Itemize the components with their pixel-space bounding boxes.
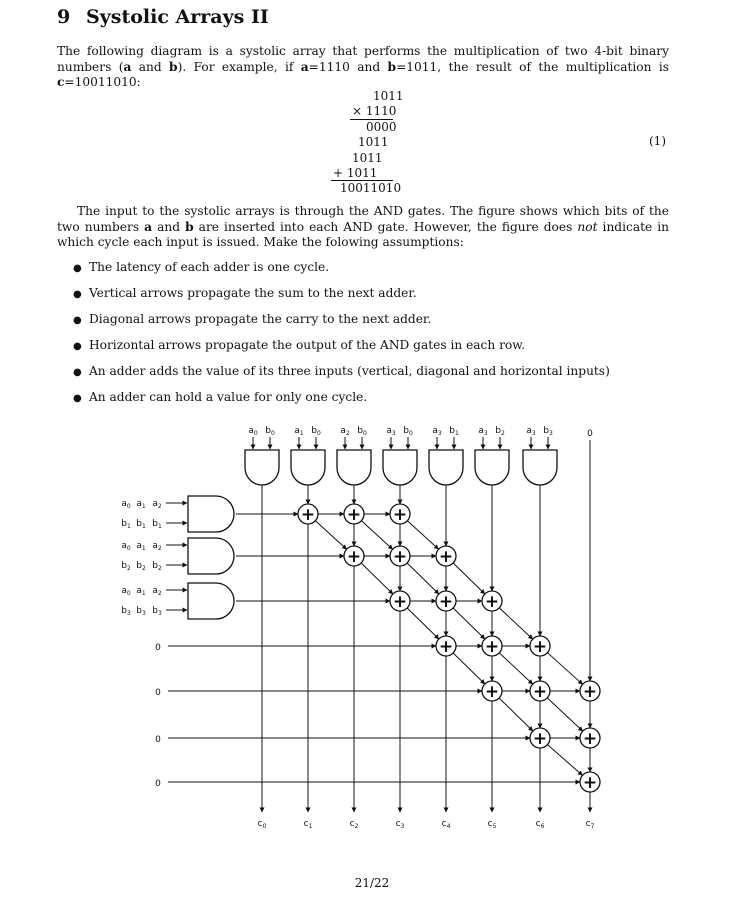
diagonal-carry-arrow (361, 521, 392, 550)
bullet-icon: ● (73, 341, 82, 352)
diagonal-carry-arrow (547, 698, 582, 731)
output-label: $c_2$ (349, 819, 359, 830)
bullet-icon: ● (73, 393, 82, 404)
top-input-a-label: $a_0$ (248, 426, 258, 437)
and-gate-top (475, 450, 509, 485)
and-gate-left (188, 496, 234, 532)
adder-plus-icon: + (392, 505, 408, 525)
left-input-b-label: $b_1$ (121, 519, 131, 530)
left-input-b-label: $b_2$ (136, 561, 146, 572)
left-input-b-label: $b_3$ (136, 606, 146, 617)
equation-number: (1) (649, 134, 666, 148)
left-input-b-label: $b_1$ (152, 519, 162, 530)
mult-partial-1: 0000 (366, 120, 397, 134)
left-input-b-label: $b_3$ (152, 606, 162, 617)
left-input-a-label: $a_2$ (152, 586, 162, 597)
left-input-b-label: $b_2$ (152, 561, 162, 572)
list-item: ● Vertical arrows propagate the sum to the next adder. (73, 284, 610, 310)
description-paragraph: The input to the systolic arrays is through the AND gates. The figure shows which bits of the two numbers a and b are inserted into each AND gate. However, the figure does not indicate in which cycle each input is issued. Make the folowing assumptions: (57, 204, 670, 249)
diagonal-carry-arrow (548, 745, 583, 776)
bullet-icon: ● (73, 263, 82, 274)
adder-plus-icon: + (438, 592, 454, 612)
top-input-b-label: $b_0$ (403, 426, 413, 437)
mult-partial-4: + 1011 (333, 166, 378, 180)
top-zero-input: 0 (587, 429, 593, 439)
adder-plus-icon: + (484, 682, 500, 702)
left-input-a-label: $a_0$ (121, 499, 131, 510)
mult-operand1: 1011 (373, 89, 404, 103)
top-input-a-label: $a_3$ (526, 426, 536, 437)
diagonal-carry-arrow (361, 563, 393, 594)
left-input-a-label: $a_2$ (152, 499, 162, 510)
output-label: $c_7$ (585, 819, 595, 830)
output-label: $c_6$ (535, 819, 545, 830)
output-label: $c_4$ (441, 819, 451, 830)
section-title: Systolic Arrays II (86, 6, 269, 28)
diagonal-carry-arrow (453, 563, 485, 594)
mult-operand2: × 1110 (352, 104, 397, 118)
output-label: $c_0$ (257, 819, 267, 830)
and-gate-top (523, 450, 557, 485)
adder-plus-icon: + (346, 547, 362, 567)
adder-plus-icon: + (532, 637, 548, 657)
top-input-b-label: $b_3$ (543, 426, 553, 437)
bullet-icon: ● (73, 367, 82, 378)
left-input-a-label: $a_1$ (136, 586, 146, 597)
and-gate-top (383, 450, 417, 485)
top-input-b-label: $b_1$ (449, 426, 459, 437)
bullet-icon: ● (73, 315, 82, 326)
mult-partial-3: 1011 (352, 151, 383, 165)
and-gate-top (291, 450, 325, 485)
left-input-a-label: $a_0$ (121, 541, 131, 552)
bullet-icon: ● (73, 289, 82, 300)
adder-plus-icon: + (438, 637, 454, 657)
adder-plus-icon: + (300, 505, 316, 525)
list-item: ● Horizontal arrows propagate the output of the AND gates in each row. (73, 336, 610, 362)
top-input-a-label: $a_3$ (478, 426, 488, 437)
and-gate-top (337, 450, 371, 485)
adder-plus-icon: + (438, 547, 454, 567)
diagonal-carry-arrow (499, 653, 532, 684)
left-input-a-label: $a_1$ (136, 541, 146, 552)
list-item: ● An adder adds the value of its three inputs (vertical, diagonal and horizontal inputs) (73, 362, 610, 388)
left-input-b-label: $b_1$ (136, 519, 146, 530)
mult-partial-2: 1011 (358, 135, 389, 149)
zero-input-label: 0 (155, 735, 161, 745)
adder-plus-icon: + (484, 592, 500, 612)
list-item: ● The latency of each adder is one cycle. (73, 258, 610, 284)
adder-plus-icon: + (392, 547, 408, 567)
zero-input-label: 0 (155, 688, 161, 698)
section-number: 9 (57, 6, 71, 28)
zero-input-label: 0 (155, 779, 161, 789)
output-label: $c_5$ (487, 819, 497, 830)
adder-plus-icon: + (582, 729, 598, 749)
adder-plus-icon: + (346, 505, 362, 525)
adder-plus-icon: + (532, 729, 548, 749)
diagonal-carry-arrow (499, 698, 533, 731)
left-input-a-label: $a_0$ (121, 586, 131, 597)
diagonal-carry-arrow (407, 608, 439, 639)
diagonal-carry-arrow (407, 521, 438, 550)
left-input-b-label: $b_2$ (121, 561, 131, 572)
adder-plus-icon: + (484, 637, 500, 657)
and-gate-top (429, 450, 463, 485)
top-input-b-label: $b_0$ (311, 426, 321, 437)
page-number: 21/22 (354, 876, 390, 890)
zero-input-label: 0 (155, 643, 161, 653)
top-input-b-label: $b_0$ (357, 426, 367, 437)
and-gate-left (188, 538, 234, 574)
diagonal-carry-arrow (315, 521, 346, 550)
top-input-a-label: $a_3$ (386, 426, 396, 437)
left-input-a-label: $a_1$ (136, 499, 146, 510)
intro-paragraph: The following diagram is a systolic array that performs the multiplication of two 4-bit binary numbers (a and b). For example, if a=1110 and b=1011, the result of the multiplication is c=10011010: (57, 44, 669, 89)
output-label: $c_3$ (395, 819, 405, 830)
diagonal-carry-arrow (499, 608, 532, 639)
and-gate-top (245, 450, 279, 485)
output-label: $c_1$ (303, 819, 313, 830)
diagonal-carry-arrow (453, 608, 485, 639)
diagonal-carry-arrow (453, 653, 485, 684)
top-input-a-label: $a_3$ (432, 426, 442, 437)
top-input-a-label: $a_1$ (294, 426, 304, 437)
mult-result: 10011010 (340, 181, 402, 195)
adder-plus-icon: + (532, 682, 548, 702)
adder-plus-icon: + (582, 682, 598, 702)
top-input-b-label: $b_2$ (495, 426, 505, 437)
list-item: ● An adder can hold a value for only one cycle. (73, 388, 610, 414)
adder-plus-icon: + (392, 592, 408, 612)
and-gate-left (188, 583, 234, 619)
left-input-a-label: $a_2$ (152, 541, 162, 552)
adder-plus-icon: + (582, 773, 598, 793)
list-item: ● Diagonal arrows propagate the carry to the next adder. (73, 310, 610, 336)
top-input-a-label: $a_2$ (340, 426, 350, 437)
diagonal-carry-arrow (407, 563, 439, 594)
top-input-b-label: $b_0$ (265, 426, 275, 437)
diagonal-carry-arrow (547, 653, 582, 685)
left-input-b-label: $b_3$ (121, 606, 131, 617)
